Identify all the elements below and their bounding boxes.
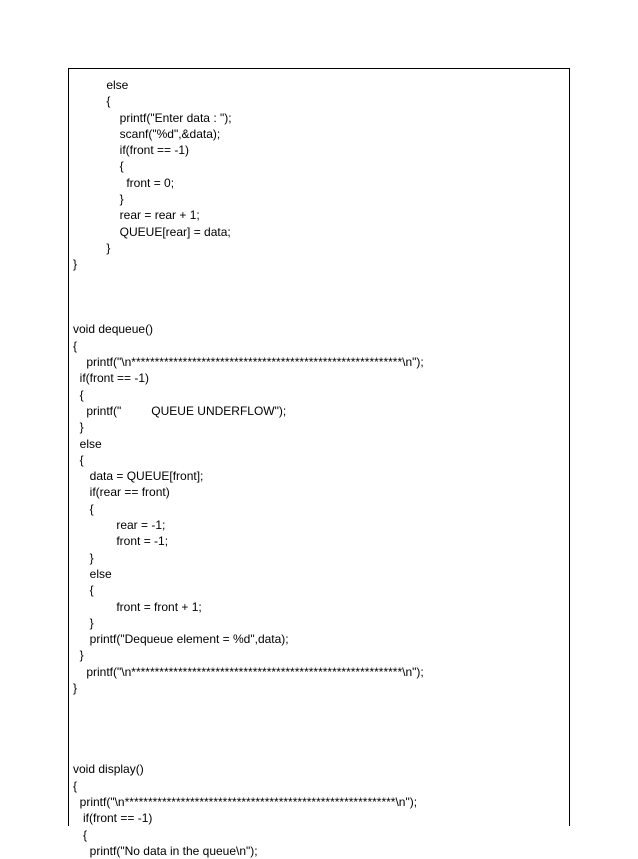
code-line: printf("No data in the queue\n"); — [73, 843, 258, 858]
code-line: front = -1; — [73, 534, 169, 549]
code-line: printf("Dequeue element = %d",data); — [73, 632, 289, 647]
code-line — [73, 729, 424, 745]
code-line: rear = -1; — [73, 518, 166, 533]
code-line: else — [73, 436, 102, 451]
code-line: { — [73, 387, 84, 402]
code-line: { — [73, 94, 111, 109]
code-line: front = front + 1; — [73, 599, 202, 614]
code-line: printf("Enter data : "); — [73, 110, 232, 125]
code-line: front = 0; — [73, 175, 175, 190]
code-line: { — [73, 501, 94, 516]
code-line: { — [73, 827, 88, 842]
code-line: scanf("%d",&data); — [73, 126, 221, 141]
code-line: QUEUE[rear] = data; — [73, 224, 231, 239]
code-line: if(front == -1) — [73, 143, 190, 158]
code-line — [73, 305, 424, 321]
code-line: } — [73, 615, 94, 630]
code-line: } — [73, 550, 94, 565]
code-line: rear = rear + 1; — [73, 208, 200, 223]
code-line: { — [73, 778, 78, 793]
code-line: void display() — [73, 762, 144, 777]
code-block — [73, 77, 424, 859]
code-line: } — [73, 257, 78, 272]
code-line: { — [73, 338, 78, 353]
code-line: printf("\n**********************************************************\n"); — [73, 355, 424, 370]
code-line: } — [73, 680, 78, 695]
code-line: else — [73, 78, 129, 92]
code-line: } — [73, 420, 84, 435]
code-line — [73, 696, 424, 712]
code-line — [73, 273, 424, 289]
code-line: if(rear == front) — [73, 485, 170, 500]
code-line: } — [73, 240, 111, 255]
code-line: else — [73, 566, 112, 581]
code-line — [73, 289, 424, 305]
code-line: printf(" QUEUE UNDERFLOW"); — [73, 403, 287, 418]
code-line: void dequeue() — [73, 322, 154, 337]
code-line — [73, 713, 424, 729]
code-frame — [68, 68, 570, 858]
code-line: { — [73, 159, 124, 174]
code-line: } — [73, 648, 84, 663]
code-line: { — [73, 583, 94, 598]
code-line: printf("\n**********************************************************\n"); — [73, 664, 424, 679]
code-line: data = QUEUE[front]; — [73, 469, 204, 484]
code-line: } — [73, 192, 124, 207]
code-line — [73, 745, 424, 761]
code-line: printf("\n**********************************************************\n"); — [73, 795, 418, 810]
code-line: { — [73, 452, 84, 467]
code-line: if(front == -1) — [73, 811, 153, 826]
code-line: if(front == -1) — [73, 371, 150, 386]
